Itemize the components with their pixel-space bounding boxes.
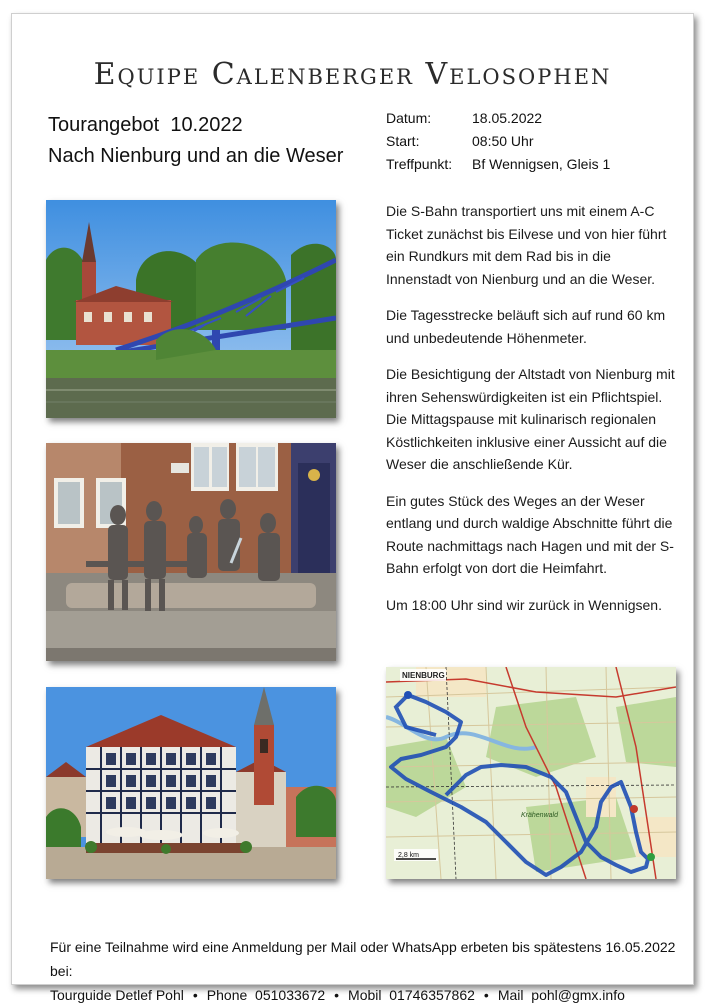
fact-start	[386, 130, 610, 153]
tour-destination-line: Nach Nienburg und an die Weser	[48, 145, 344, 167]
footer	[50, 935, 693, 1007]
separator-dot: •	[483, 987, 489, 1003]
contact-line	[50, 983, 693, 1007]
tourguide-name: Tourguide Detlef Pohl	[50, 987, 184, 1003]
fact-date	[386, 107, 610, 130]
description	[386, 200, 676, 630]
photo-fountain-sculpture	[46, 443, 336, 661]
photo-weser-bridge	[46, 200, 336, 418]
fact-value: Bf Wennigsen, Gleis 1	[472, 156, 611, 172]
fact-label: Datum:	[386, 110, 432, 126]
map-town-label: NIENBURG	[402, 671, 445, 680]
paragraph-sightseeing: Die Besichtigung der Altstadt von Nienburg mit ihren Sehenswürdigkeiten ist ein Pflichtspiel. Die Mittagspause mit kulinarisch regionalen Köstlichkeiten inklusive einer Aussicht auf die Weser die anschließende Kür.	[386, 366, 675, 472]
contact-mobile: Mobil 01746357862	[348, 987, 475, 1003]
contact-phone: Phone 051033672	[206, 987, 326, 1003]
tour-facts	[386, 107, 610, 176]
paragraph-return: Um 18:00 Uhr sind wir zurück in Wennigsen.	[386, 596, 662, 613]
fact-value: 18.05.2022	[472, 110, 543, 126]
paragraph-route: Ein gutes Stück des Weges an der Weser entlang und durch waldige Abschnitte führt die Route nachmittags nach Hagen und mit der S-Bahn erfolgt von dort die Heimfahrt.	[386, 492, 674, 576]
flyer-sheet	[11, 13, 694, 1003]
route-map	[386, 667, 676, 879]
map-scale-label: 2,8 km	[398, 852, 420, 859]
map-forest-label: Krähenwald	[521, 812, 558, 819]
separator-dot: •	[334, 987, 340, 1003]
separator-dot: •	[192, 987, 198, 1003]
tour-offer-line: Tourangebot 10.2022	[48, 114, 243, 136]
paragraph-distance: Die Tagesstrecke beläuft sich auf rund 60 km und unbedeutende Höhenmeter.	[386, 307, 666, 346]
fact-label: Treffpunkt:	[386, 156, 453, 172]
tour-heading	[48, 110, 343, 172]
photo-old-town	[46, 687, 336, 879]
contact-mail[interactable]: Mail pohl@gmx.info	[497, 987, 625, 1003]
registration-note: Für eine Teilnahme wird eine Anmeldung per Mail oder WhatsApp erbeten bis spätestens 16.05.2022 bei:	[50, 939, 676, 979]
fact-label: Start:	[386, 133, 420, 149]
paragraph-transport: Die S-Bahn transportiert uns mit einem A-C Ticket zunächst bis Eilvese und von hier führt ein Rundkurs mit dem Rad bis in die Innenstadt von Nienburg und an die Weser.	[386, 203, 667, 287]
fact-meeting-point	[386, 153, 610, 176]
page-title: Equipe Calenberger Velosophen	[93, 57, 612, 92]
fact-value: 08:50 Uhr	[472, 133, 534, 149]
